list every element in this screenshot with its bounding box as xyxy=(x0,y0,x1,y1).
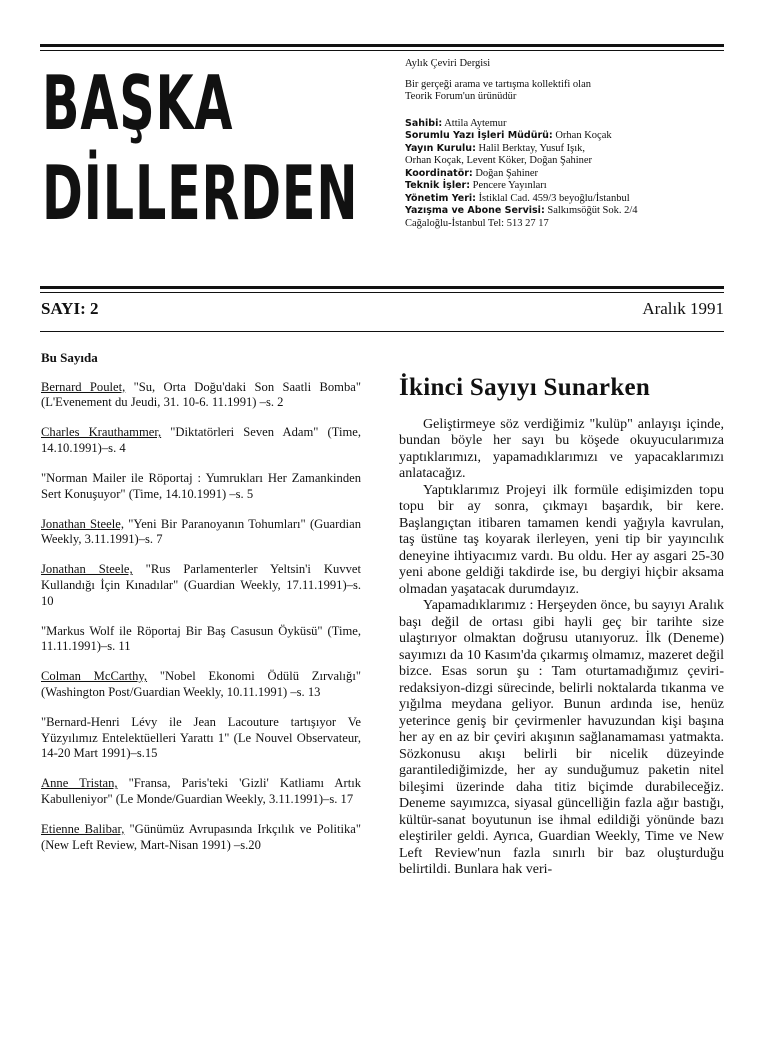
masthead-row xyxy=(405,205,725,218)
masthead-row-value: Doğan Şahiner xyxy=(475,167,539,179)
masthead xyxy=(405,58,725,230)
masthead-row xyxy=(405,218,725,231)
masthead-row-value: Orhan Koçak, Levent Köker, Doğan Şahiner xyxy=(405,155,593,166)
contents-entry-author: Colman McCarthy, xyxy=(41,669,148,684)
contents-entry-author: Etienne Balibar, xyxy=(41,821,125,836)
masthead-row-label: Yönetim Yeri: xyxy=(405,192,476,204)
contents-list xyxy=(41,380,361,854)
issue-number: SAYI: 2 xyxy=(41,299,99,318)
masthead-subtitle: Aylık Çeviri Dergisi xyxy=(405,58,491,69)
issue-rule-thin xyxy=(40,292,724,293)
masthead-row xyxy=(405,118,725,131)
contents-entry xyxy=(41,380,361,411)
masthead-row-value: Halil Berktay, Yusuf Işık, xyxy=(478,142,586,154)
masthead-row-value: Salkımsöğüt Sok. 2/4 xyxy=(547,205,638,216)
masthead-row-label: Teknik İşler: xyxy=(405,180,470,191)
masthead-row xyxy=(405,193,725,206)
issue-rule-bottom xyxy=(40,331,724,332)
masthead-row-label: Sahibi: xyxy=(405,117,443,129)
masthead-row-label: Yazışma ve Abone Servisi: xyxy=(405,205,545,216)
masthead-row-value: İstiklal Cad. 459/3 beyoğlu/İstanbul xyxy=(478,192,630,204)
masthead-tagline-2: Teorik Forum'un ürünüdür xyxy=(405,91,517,102)
issue-rule-thick xyxy=(40,286,724,289)
contents-entry-author: Anne Tristan, xyxy=(41,776,118,791)
contents-entry-text: "Norman Mailer ile Röportaj : Yumrukları Her Zamankinden Sert Konuşuyor" (Time, 14.10.1991) –s. 5 xyxy=(41,470,361,501)
article-paragraph: Geliştirmeye söz verdiğimiz "kulüp" anlayışı içinde, bundan böyle her sayı bu köşede okuyucularımıza yaptıklarımızı, yapamadıklarımızı ve yapacaklarımızı anlatacağız. xyxy=(399,416,724,481)
article-title: İkinci Sayıyı Sunarken xyxy=(399,374,651,401)
contents-entry xyxy=(41,471,361,502)
contents-entry-text: "Bernard-Henri Lévy ile Jean Lacouture tartışıyor Ve Yüzyılımız Entelektüelleri Yarattı 1" (Le Nouvel Observateur, 14-20 Mart 1991)–s.15 xyxy=(41,715,361,761)
masthead-row-label: Yayın Kurulu: xyxy=(405,142,476,154)
article-paragraph: Yaptıklarımız Projeyi ilk formüle edişimizden topu topu bir ay sonra, çıkmayı başardık, bir kere. Başlangıçtan itibaren tamamen kendi yağıyla kavrulan, taş üstüne taş koyarak ilerleyen, yeni tip bir yayıncılık deneyine ihtiyacımız vardı. Bu oldu. Her ay asgari 25-30 yeni abone geldiği takdirde ise, bu dergiyi hiçbir aksama olmadan yaşatacak durumdayız. xyxy=(399,482,724,597)
masthead-row xyxy=(405,130,725,143)
masthead-row-value: Cağaloğlu-İstanbul Tel: 513 27 17 xyxy=(405,217,549,229)
contents-entry-text: "Markus Wolf ile Röportaj Bir Baş Casusun Öyküsü" (Time, 11.11.1991)–s. 11 xyxy=(41,623,361,654)
contents-entry-text: "Günümüz Avrupasında Irkçılık ve Politika" (New Left Review, Mart-Nisan 1991) –s.20 xyxy=(41,821,361,852)
contents-entry xyxy=(41,624,361,655)
contents-entry xyxy=(41,822,361,853)
contents-entry xyxy=(41,715,361,762)
contents-entry-author: Jonathan Steele, xyxy=(41,562,133,577)
contents-entry-text: "Rus Parlamenterler Yeltsin'i Kuvvet Kullandığı İçin Kınadılar" (Guardian Weekly, 17.11.1991)–s. 10 xyxy=(41,562,361,608)
logo-line-2: DİLLERDEN xyxy=(42,150,359,238)
contents-entry-text: "Fransa, Paris'teki 'Gizli' Katliamı Artık Kabulleniyor" (Le Monde/Guardian Weekly, 3.11.1991)–s. 17 xyxy=(41,776,361,806)
contents-entry-text: "Su, Orta Doğu'daki Son Saatli Bomba" (L'Evenement du Jeudi, 31. 10-6. 11.1991) –s. 2 xyxy=(41,379,362,410)
masthead-row xyxy=(405,143,725,156)
masthead-row-value: Attila Aytemur xyxy=(444,117,507,129)
masthead-row xyxy=(405,180,725,193)
contents-entry-text: "Nobel Ekonomi Ödülü Zırvalığı" (Washington Post/Guardian Weekly, 10.11.1991) –s. 13 xyxy=(41,669,361,699)
article-body xyxy=(399,417,724,879)
top-rule-thick xyxy=(40,44,724,47)
contents-heading: Bu Sayıda xyxy=(41,350,98,365)
contents-entry xyxy=(41,669,361,700)
contents-entry xyxy=(41,562,361,609)
contents-entry xyxy=(41,517,361,548)
contents-entry-author: Bernard Poulet, xyxy=(41,379,126,394)
top-rule-thin xyxy=(40,50,724,51)
article-paragraph: Yapamadıklarımız : Herşeyden önce, bu sayıyı Aralık başı değil de ortası gibi hayli geç bir tarihte size ulaştırıyor olmaktan doğrusu utanıyoruz. İlk (Deneme) sayımızı da 10 Kasım'da çıkarmış olmamız, mazeret değil bizce. Esas sorun şu : Tam oturtamadığımız çeviri-redaksiyon-dizgi sürecinde, belirli noktalarda tıkanma ve yığılma meydana geliyor. Bunun ardında ise, henüz yeterince geniş bir çevirmenler havuzundan kişi başına her ay en az bir çeviri akışının sağlanamaması yatmakta. Sözkonusu akışı belirli bir nicelik düzeyinde garantilediğimizde, her ay sunduğumuz paketin nitel bileşimi üzerinde daha titiz biçimde durabileceğiz. Deneme sayımızca, siyasal güncelliğin fazla ağır bastığı, kültür-sanat boyutunun ise ihmal edildiği yönünde bazı eleştiriler geldi. Ayrıca, Guardian Weekly, Time ve New Left Review'nun fazla sınırlı bir baz oluşturduğu belirtildi. Bunlara hak veri- xyxy=(399,598,724,877)
logo-line-1: BAŞKA xyxy=(42,60,234,148)
contents-entry-text: "Diktatörleri Seven Adam" (Time, 14.10.1991)–s. 4 xyxy=(41,425,361,455)
contents-entry xyxy=(41,776,361,807)
masthead-tagline-1: Bir gerçeği arama ve tartışma kollektifi olan xyxy=(405,78,592,90)
masthead-row-label: Sorumlu Yazı İşleri Müdürü: xyxy=(405,130,553,141)
contents-entry-text: "Yeni Bir Paranoyanın Tohumları" (Guardian Weekly, 3.11.1991)–s. 7 xyxy=(41,516,361,547)
contents-column xyxy=(41,350,361,868)
masthead-credits xyxy=(405,118,725,231)
issue-date: Aralık 1991 xyxy=(642,299,724,318)
masthead-row xyxy=(405,155,725,168)
masthead-row xyxy=(405,168,725,181)
article-column xyxy=(399,374,724,879)
masthead-row-value: Orhan Koçak xyxy=(555,130,612,141)
masthead-row-value: Pencere Yayınları xyxy=(472,180,547,191)
contents-entry-author: Jonathan Steele, xyxy=(41,516,124,531)
masthead-row-label: Koordinatör: xyxy=(405,167,473,179)
contents-entry xyxy=(41,425,361,456)
contents-entry-author: Charles Krauthammer, xyxy=(41,425,162,440)
